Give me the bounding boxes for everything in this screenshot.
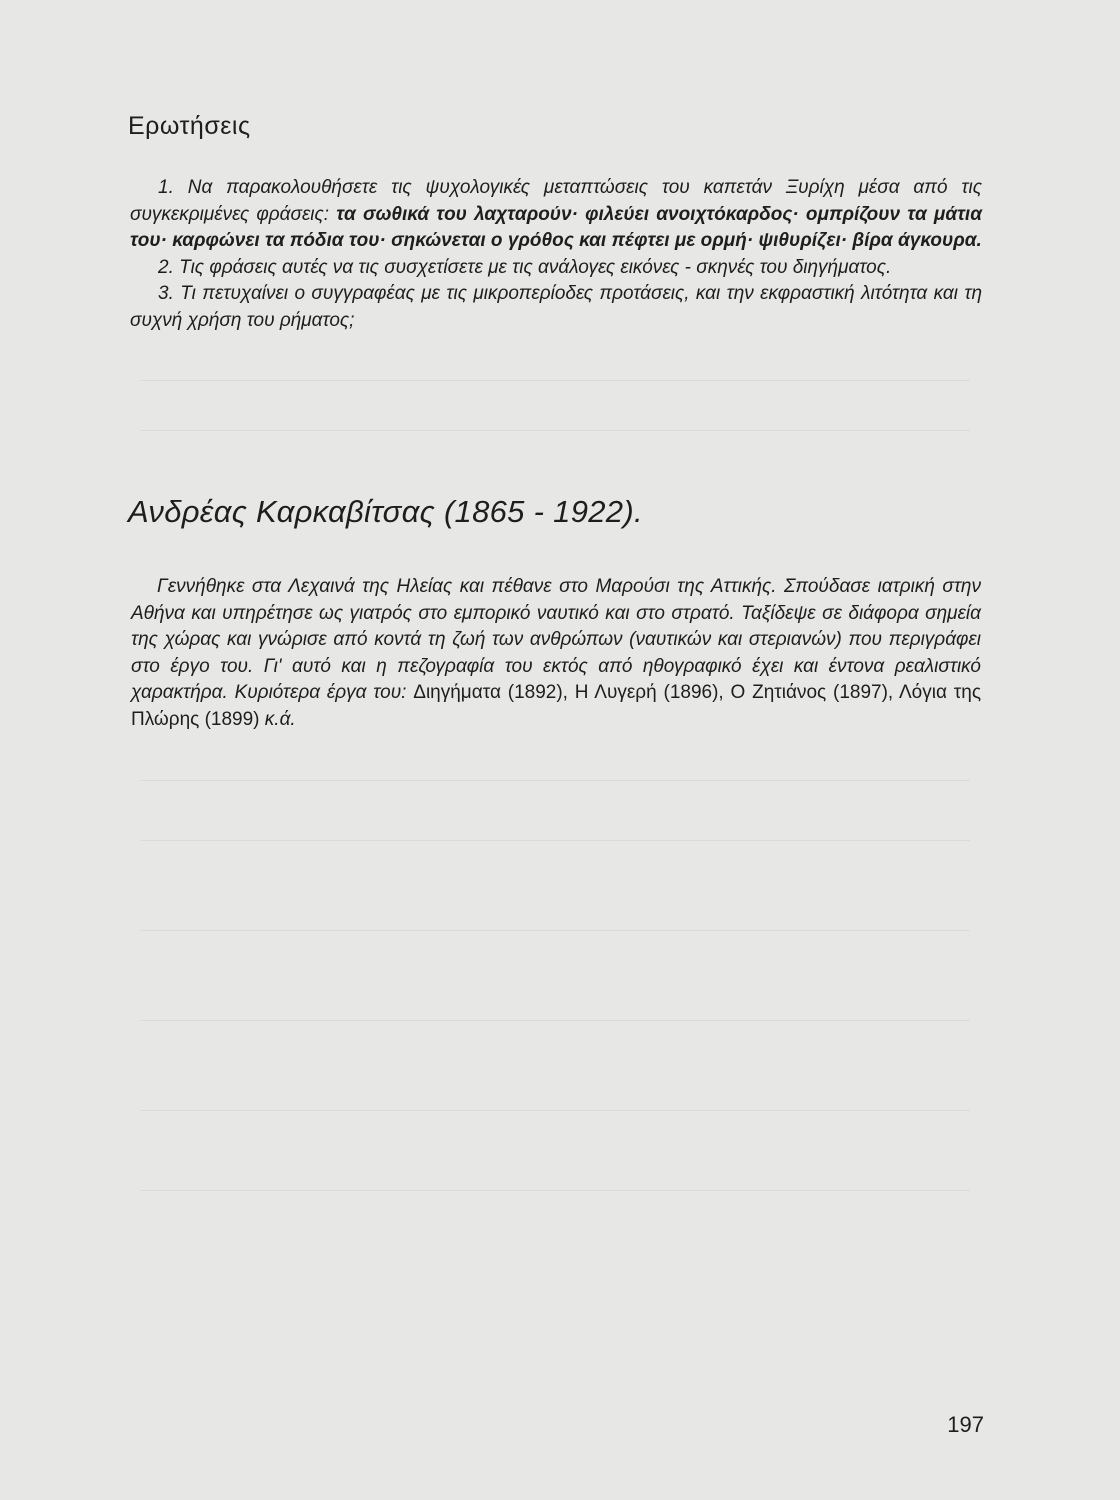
question-3: 3. Τι πετυχαίνει ο συγγραφέας με τις μικροπερίοδες προτάσεις, και την εκφραστική λιτότητα και τη συχνή χρήση του ρήματος;: [130, 283, 982, 331]
show-through-line: [140, 1190, 970, 1191]
show-through-line: [140, 930, 970, 931]
show-through-line: [140, 1110, 970, 1111]
question-2: 2. Τις φράσεις αυτές να τις συσχετίσετε με τις ανάλογες εικόνες - σκηνές του διηγήματος.: [158, 256, 892, 278]
question-1-phrases: τα σωθικά του λαχταρούν· φιλεύει ανοιχτόκαρδος· ομπρίζουν τα μάτια του· καρφώνει τα πόδια του· σηκώνεται ο γρόθος και πέφτει με ορμή· ψιθυρίζει· βίρα άγκουρα.: [130, 203, 982, 251]
bio-ending: κ.ά.: [259, 708, 296, 730]
author-biography: [131, 574, 981, 733]
show-through-line: [140, 1020, 970, 1021]
questions-block: [130, 175, 982, 334]
show-through-line: [140, 780, 970, 781]
show-through-line: [140, 380, 970, 381]
question-1-intro: 1. Να παρακολουθήσετε τις ψυχολογικές μεταπτώσεις του καπετάν Ξυρίχη μέσα από τις συγκεκριμένες φράσεις:: [130, 177, 982, 225]
author-title: Ανδρέας Καρκαβίτσας (1865 - 1922).: [128, 494, 643, 529]
question-1: [130, 175, 982, 255]
bio-text: Γεννήθηκε στα Λεχαινά της Ηλείας και πέθανε στο Μαρούσι της Αττικής. Σπούδασε ιατρική στην Αθήνα και υπηρέτησε ως γιατρός στο εμπορικό ναυτικό και στο στρατό. Ταξίδεψε σε διάφορα σημεία της χώρας και γνώρισε από κοντά τη ζωή των ανθρώπων (ναυτικών και στεριανών) που περιγράφει στο έργο του. Γι' αυτό και η πεζογραφία του εκτός από ηθογραφικό έχει και έντονα ρεαλιστικό χαρακτήρα. Κυριότερα έργα του:: [131, 576, 981, 703]
show-through-line: [140, 840, 970, 841]
bio-works: Διηγήματα (1892), Η Λυγερή (1896), Ο Ζητιάνος (1897), Λόγια της Πλώρης (1899): [131, 682, 981, 730]
show-through-line: [140, 430, 970, 431]
page-number: 197: [947, 1412, 984, 1437]
section-heading: Ερωτήσεις: [128, 112, 251, 140]
